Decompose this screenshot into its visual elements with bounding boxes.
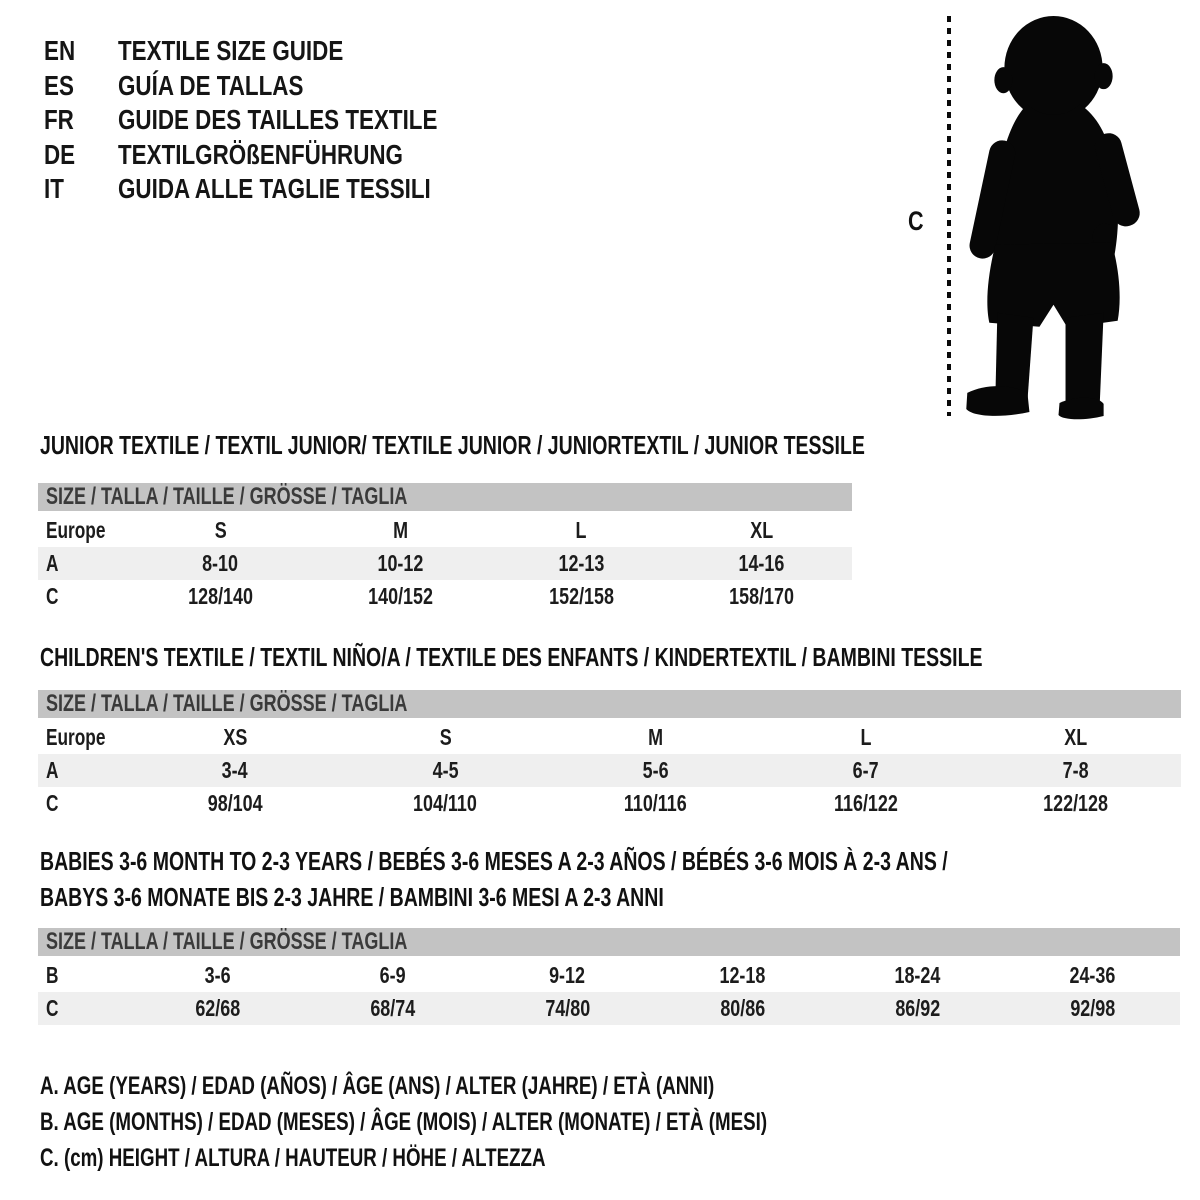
- section-title-junior: [38, 430, 1140, 460]
- cell-value: 10-12: [377, 550, 424, 576]
- language-code: DE: [44, 138, 76, 170]
- cell-value: 6-7: [852, 757, 879, 783]
- language-row-en: [44, 34, 517, 69]
- value-cell: [305, 959, 480, 992]
- size-header-row: [38, 690, 1181, 721]
- cell-value: 68/74: [370, 995, 415, 1021]
- language-code: ES: [44, 69, 74, 101]
- value-cell: [971, 787, 1181, 820]
- cell-value: 74/80: [545, 995, 590, 1021]
- language-row-de: [44, 138, 517, 173]
- size-table-children: [38, 690, 1181, 820]
- cell-value: 18-24: [894, 962, 941, 988]
- cell-value: 140/152: [368, 583, 434, 609]
- language-title-block: [44, 34, 517, 207]
- row-label-cell: [38, 787, 130, 820]
- row-label: A: [46, 757, 59, 783]
- language-label: TEXTILE SIZE GUIDE: [118, 35, 344, 67]
- value-cell: [550, 754, 760, 787]
- value-cell: [130, 787, 340, 820]
- section-title-line: CHILDREN'S TEXTILE / TEXTIL NIÑO/A / TEXTILE DES ENFANTS / KINDERTEXTIL / BAMBINI TESSILE: [40, 642, 983, 672]
- value-cell: [311, 514, 492, 547]
- cell-value: XL: [750, 517, 774, 543]
- value-cell: [761, 721, 971, 754]
- cell-value: 6-9: [379, 962, 406, 988]
- value-cell: [672, 580, 853, 613]
- cell-value: 128/140: [187, 583, 253, 609]
- size-header-cell: [38, 483, 852, 514]
- table-row-c: [38, 992, 1180, 1025]
- table-row-c: [38, 580, 852, 613]
- size-header-row: [38, 483, 852, 514]
- legend-line: A. AGE (YEARS) / EDAD (AÑOS) / ÂGE (ANS) / ALTER (JAHRE) / ETÀ (ANNI): [40, 1072, 715, 1100]
- cell-value: 8-10: [202, 550, 239, 576]
- row-label-cell: [38, 721, 130, 754]
- cell-value: 3-6: [204, 962, 231, 988]
- row-label: A: [46, 550, 59, 576]
- language-label: GUIDA ALLE TAGLIE TESSILI: [118, 173, 431, 205]
- value-cell: [305, 992, 480, 1025]
- cell-value: 12-18: [719, 962, 766, 988]
- table-row-a: [38, 547, 852, 580]
- legend-line: C. (cm) HEIGHT / ALTURA / HAUTEUR / HÖHE / ALTEZZA: [40, 1144, 546, 1172]
- row-label: Europe: [46, 724, 106, 750]
- language-code: IT: [44, 173, 64, 205]
- cell-value: 14-16: [738, 550, 785, 576]
- section-title-children: [38, 642, 1200, 672]
- row-label: C: [46, 583, 59, 609]
- row-label-cell: [38, 754, 130, 787]
- row-label-cell: [38, 959, 130, 992]
- row-label-cell: [38, 547, 130, 580]
- cell-value: 24-36: [1069, 962, 1116, 988]
- cell-value: 5-6: [642, 757, 669, 783]
- value-cell: [491, 514, 672, 547]
- value-cell: [830, 992, 1005, 1025]
- row-label-cell: [38, 514, 130, 547]
- value-cell: [130, 992, 305, 1025]
- cell-value: 4-5: [432, 757, 459, 783]
- value-cell: [830, 959, 1005, 992]
- cell-value: L: [860, 724, 872, 750]
- value-cell: [672, 514, 853, 547]
- value-cell: [550, 787, 760, 820]
- value-cell: [130, 754, 340, 787]
- value-cell: [971, 721, 1181, 754]
- cell-value: 12-13: [558, 550, 605, 576]
- cell-value: 62/68: [195, 995, 240, 1021]
- size-header-label: SIZE / TALLA / TAILLE / GRÖSSE / TAGLIA: [46, 928, 408, 955]
- size-header-cell: [38, 690, 1181, 721]
- language-code: FR: [44, 104, 74, 136]
- table-row-c: [38, 787, 1181, 820]
- value-cell: [340, 721, 550, 754]
- row-label: B: [46, 962, 59, 988]
- language-label: TEXTILGRÖßENFÜHRUNG: [118, 138, 403, 170]
- table-row-europe: [38, 514, 852, 547]
- section-title-line: BABIES 3-6 MONTH TO 2-3 YEARS / BEBÉS 3-6 MESES A 2-3 AÑOS / BÉBÉS 3-6 MOIS À 2-3 ANS /: [40, 846, 948, 876]
- value-cell: [130, 721, 340, 754]
- cell-value: 80/86: [720, 995, 765, 1021]
- size-header-label: SIZE / TALLA / TAILLE / GRÖSSE / TAGLIA: [46, 483, 408, 510]
- cell-value: L: [575, 517, 587, 543]
- cell-value: 92/98: [1070, 995, 1115, 1021]
- table-row-europe: [38, 721, 1181, 754]
- value-cell: [672, 547, 853, 580]
- cell-value: 98/104: [207, 790, 263, 816]
- cell-value: 116/122: [833, 790, 898, 816]
- cell-value: 158/170: [729, 583, 795, 609]
- value-cell: [480, 992, 655, 1025]
- section-children: [38, 642, 1200, 820]
- value-cell: [340, 787, 550, 820]
- section-title-line: JUNIOR TEXTILE / TEXTIL JUNIOR/ TEXTILE JUNIOR / JUNIORTEXTIL / JUNIOR TESSILE: [40, 430, 865, 460]
- cell-value: 86/92: [895, 995, 940, 1021]
- value-cell: [761, 787, 971, 820]
- value-cell: [1005, 992, 1180, 1025]
- cell-value: 9-12: [549, 962, 586, 988]
- cell-value: XL: [1064, 724, 1088, 750]
- value-cell: [491, 580, 672, 613]
- size-table-junior: [38, 483, 852, 613]
- value-cell: [655, 959, 830, 992]
- cell-value: 122/128: [1043, 790, 1109, 816]
- value-cell: [130, 547, 311, 580]
- cell-value: XS: [223, 724, 248, 750]
- value-cell: [491, 547, 672, 580]
- size-header-cell: [38, 928, 1180, 959]
- row-label-cell: [38, 992, 130, 1025]
- value-cell: [311, 547, 492, 580]
- height-measure-label: C: [907, 206, 924, 236]
- row-label: Europe: [46, 517, 106, 543]
- table-row-a: [38, 754, 1181, 787]
- cell-value: M: [393, 517, 409, 543]
- value-cell: [1005, 959, 1180, 992]
- value-cell: [550, 721, 760, 754]
- language-label: GUIDE DES TAILLES TEXTILE: [118, 104, 438, 136]
- value-cell: [130, 514, 311, 547]
- value-cell: [480, 959, 655, 992]
- table-row-b: [38, 959, 1180, 992]
- value-cell: [130, 959, 305, 992]
- size-header-row: [38, 928, 1180, 959]
- cell-value: M: [647, 724, 663, 750]
- row-label: C: [46, 790, 59, 816]
- row-label: C: [46, 995, 59, 1021]
- language-code: EN: [44, 35, 76, 67]
- value-cell: [311, 580, 492, 613]
- section-junior: [38, 430, 1140, 613]
- size-table-babies: [38, 928, 1180, 1025]
- language-row-it: [44, 172, 517, 207]
- cell-value: 3-4: [222, 757, 249, 783]
- value-cell: [340, 754, 550, 787]
- value-cell: [130, 580, 311, 613]
- height-measure-dashed-line: [947, 16, 951, 416]
- section-title-babies: [38, 843, 1200, 915]
- toddler-silhouette: [958, 14, 1150, 420]
- cell-value: 7-8: [1062, 757, 1089, 783]
- size-header-label: SIZE / TALLA / TAILLE / GRÖSSE / TAGLIA: [46, 690, 408, 717]
- language-row-es: [44, 69, 517, 104]
- cell-value: 110/116: [624, 790, 687, 816]
- value-cell: [761, 754, 971, 787]
- section-title-line: BABYS 3-6 MONATE BIS 2-3 JAHRE / BAMBINI 3-6 MESI A 2-3 ANNI: [40, 882, 664, 912]
- value-cell: [655, 992, 830, 1025]
- cell-value: 104/110: [413, 790, 478, 816]
- language-row-fr: [44, 103, 517, 138]
- cell-value: S: [214, 517, 227, 543]
- section-babies: [38, 843, 1200, 1025]
- legend-line: B. AGE (MONTHS) / EDAD (MESES) / ÂGE (MOIS) / ALTER (MONATE) / ETÀ (MESI): [40, 1108, 768, 1136]
- row-label-cell: [38, 580, 130, 613]
- value-cell: [971, 754, 1181, 787]
- size-legend: [40, 1068, 1009, 1176]
- cell-value: 152/158: [548, 583, 614, 609]
- language-label: GUÍA DE TALLAS: [118, 69, 304, 101]
- cell-value: S: [439, 724, 452, 750]
